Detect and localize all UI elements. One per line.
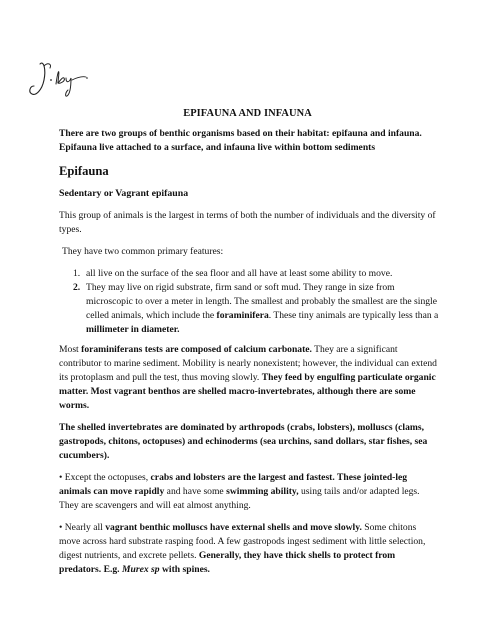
list-item — [59, 267, 439, 281]
text-run: • Except the octopuses, — [59, 472, 151, 483]
text-run: Most — [59, 344, 82, 355]
bold-run: The shelled invertebrates are dominated by arthropods (crabs, lobsters), molluscs (clams, gastropods, chitons, octopuses) and echinoderms (sea urchins, sand dollars, star fishes, sea cucumbers). — [59, 422, 428, 461]
bold-run: swimming ability, — [226, 486, 299, 497]
text-run: They are a significant contributor to marine sediment. Mobility is nearly nonexistent; however, the individual can extend its protoplasm and pull the test, thus moving slowly. — [59, 344, 437, 383]
text-run: Some chitons move across hard substrate rasping food. A few gastropods ingest sediment with little selection, digest nutrients, and excrete pellets. — [59, 522, 426, 561]
subsection-heading: Sedentary or Vagrant epifauna — [59, 188, 189, 199]
list-item-text: all live on the surface of the sea floor and all have at least some ability to move. — [86, 268, 393, 279]
species-name: Murex sp — [121, 564, 160, 575]
bold-run: They feed by engulfing particulate organic matter. Most vagrant benthos are shelled macro-invertebrates, although there are some worms. — [59, 372, 436, 411]
bold-run: with spines. — [159, 564, 210, 575]
term-foraminifera: foraminifera — [216, 310, 269, 321]
paragraph-molluscs — [59, 521, 439, 577]
section-heading: Epifauna — [59, 164, 109, 178]
document-body — [59, 127, 439, 585]
paragraph-foraminiferans — [59, 343, 439, 413]
text-run: and have some — [164, 486, 227, 497]
list-item-text: They may live on rigid substrate, firm sand or soft mud. They range in size from microscopic to over a meter in length. The smallest and probably the smallest are the single celled animals, which include the — [86, 282, 437, 321]
paragraph-crabs-lobsters — [59, 471, 439, 513]
list-number: 1. — [73, 268, 81, 279]
document-title: EPIFAUNA AND INFAUNA — [183, 108, 312, 119]
text-run: • Nearly all — [59, 522, 106, 533]
bold-run: Generally, they have thick shells to protect from predators. E.g. — [59, 550, 396, 575]
bold-run: crabs and lobsters are the largest and fastest. These jointed-leg animals can move rapidly — [59, 472, 408, 497]
term-size: millimeter in diameter. — [86, 324, 180, 335]
list-item-text: . These tiny animals are typically less than a — [268, 310, 439, 321]
handwritten-signature — [24, 56, 96, 106]
paragraph-shelled-invertebrates — [59, 421, 439, 463]
bold-run: vagrant benthic molluscs have external shells and move slowly. — [105, 522, 362, 533]
text-run: using tails and/or adapted legs. They are scavengers and will eat almost anything. — [59, 486, 420, 511]
paragraph-features-intro: They have two common primary features: — [62, 246, 224, 257]
features-list — [59, 267, 439, 337]
list-item — [59, 281, 439, 337]
intro-paragraph: There are two groups of benthic organisms based on their habitat: epifauna and infauna. Epifauna live attached to a surface, and infauna live within bottom sediments — [59, 128, 422, 153]
paragraph-group-size: This group of animals is the largest in terms of both the number of individuals and the diversity of types. — [59, 210, 436, 235]
bold-run: foraminiferans tests are composed of calcium carbonate. — [81, 344, 312, 355]
list-number: 2. — [73, 282, 81, 293]
